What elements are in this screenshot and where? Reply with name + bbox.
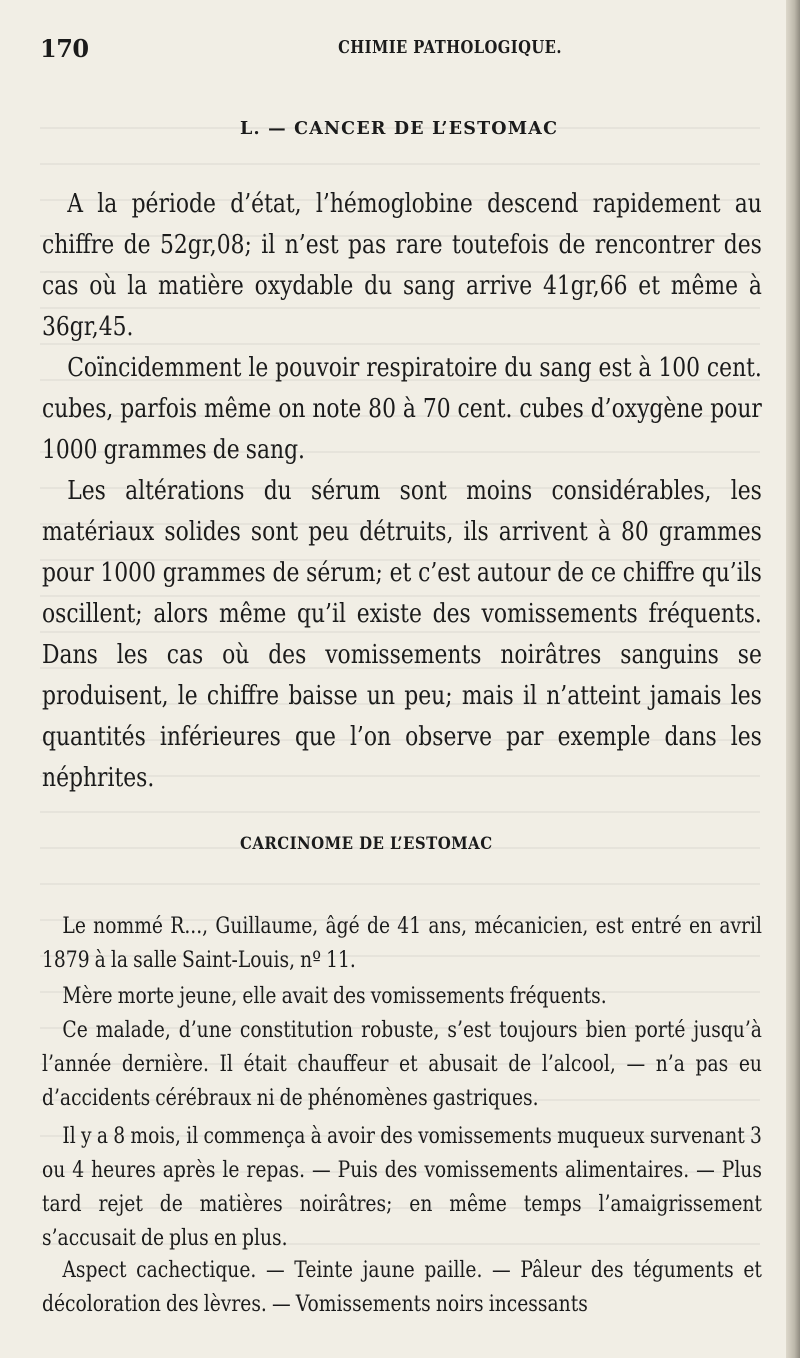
page-header	[40, 34, 760, 66]
case-body	[42, 1254, 762, 1322]
case-body	[42, 980, 762, 1014]
case-title: CARCINOME DE L’ESTOMAC	[240, 834, 493, 854]
section-paragraph: Coïncidemment le pouvoir respiratoire du sang est à 100 cent. cubes, parfois même on note 80 à 70 cent. cubes d’oxygène pour 1000 grammes de sang.	[42, 353, 762, 465]
case-paragraph: Aspect cachectique. — Teinte jaune paille. — Pâleur des téguments et décoloration des lèvres. — Vomissements noirs incessants	[42, 1258, 762, 1317]
case-paragraph: Mère morte jeune, elle avait des vomissements fréquents.	[62, 984, 607, 1009]
case-paragraph: Le nommé R..., Guillaume, âgé de 41 ans, mécanicien, est entré en avril 1879 à la salle Saint-Louis, nº 11.	[42, 914, 762, 973]
case-body	[42, 1120, 762, 1256]
case-paragraph: Il y a 8 mois, il commença à avoir des vomissements muqueux survenant 3 ou 4 heures après le repas. — Puis des vomissements alimentaires. — Plus tard rejet de matières noirâtres; en même temps l’amaigrissement s’accusait de plus en plus.	[42, 1124, 762, 1251]
section-body	[42, 184, 762, 348]
case-body	[42, 910, 762, 978]
section-paragraph: A la période d’état, l’hémoglobine descend rapidement au chiffre de 52gr,08; il n’est pas rare toutefois de rencontrer des cas où la matière oxydable du sang arrive 41gr,66 et même à 36gr,45.	[42, 189, 762, 342]
section-body	[42, 471, 762, 799]
case-paragraph: Ce malade, d’une constitution robuste, s’est toujours bien porté jusqu’à l’année dernière. Il était chauffeur et abusait de l’alcool, — n’a pas eu d’accidents cérébraux ni de phénomènes gastriques.	[42, 1018, 762, 1111]
page-number: 170	[40, 34, 89, 63]
section-paragraph: Les altérations du sérum sont moins considérables, les matériaux solides sont peu détruits, ils arrivent à 80 grammes pour 1000 grammes de sérum; et c’est autour de ce chiffre qu’ils oscillent; alors même qu’il existe des vomissements fréquents. Dans les cas où des vomissements noirâtres sanguins se produisent, le chiffre baisse un peu; mais il n’atteint jamais les quantités inférieures que l’on observe par exemple dans les néphrites.	[42, 476, 762, 793]
running-title: CHIMIE PATHOLOGIQUE.	[338, 37, 562, 58]
page-edge-shadow	[786, 0, 800, 1358]
case-body	[42, 1014, 762, 1116]
section-body	[42, 348, 762, 471]
section-title: L. — CANCER DE L’ESTOMAC	[240, 119, 559, 139]
